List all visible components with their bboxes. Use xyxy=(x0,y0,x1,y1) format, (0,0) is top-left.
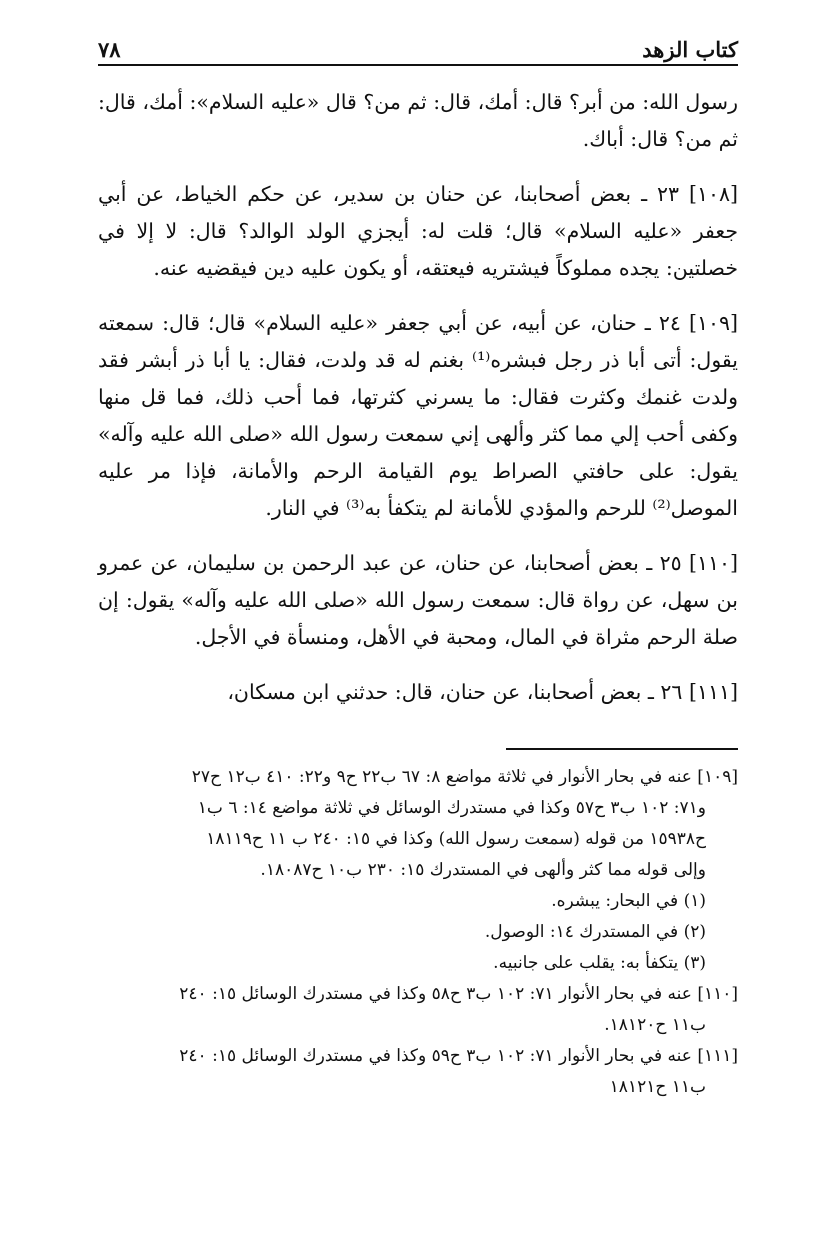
footnotes xyxy=(98,762,738,1103)
paragraph: [١٠٨] ٢٣ ـ بعض أصحابنا، عن حنان بن سدير، عن حكم الخياط، عن أبي جعفر «عليه السلام» قال؛ قلت له: أيجزي الولد الوالد؟ قال: لا إلا في خصلتين: يجده مملوكاً فيشتريه فيعتقه، أو يكون عليه دين فيقضيه عنه. xyxy=(98,182,738,280)
header-rule xyxy=(98,64,738,66)
footnote-3: (٣) يتكفأ به: يقلب على جانبيه. xyxy=(493,953,706,973)
footnote-line: [١٠٩] عنه في بحار الأنوار في ثلاثة مواضع ٨: ٦٧ ب٢٢ ح٩ و٢٢: ٤١٠ ب١٢ ح٢٧ xyxy=(191,767,738,787)
footnote-line: ح١٥٩٣٨ من قوله (سمعت رسول الله) وكذا في ١٥: ٢٤٠ ب ١١ ح١٨١١٩ xyxy=(206,829,706,849)
footnote-rule xyxy=(506,748,738,750)
running-header xyxy=(98,28,738,62)
paragraph: [١١١] ٢٦ ـ بعض أصحابنا، عن حنان، قال: حدثني ابن مسكان، xyxy=(227,680,738,704)
footnote-line: وإلى قوله مما كثر وألهى في المستدرك ١٥: ٢٣٠ ب١٠ ح١٨٠٨٧. xyxy=(260,860,706,880)
paragraph: رسول الله: من أبر؟ قال: أمك، قال: ثم من؟ قال «عليه السلام»: أمك، قال: ثم من؟ قال: أباك. xyxy=(98,90,738,151)
book-title: كتاب الزهد xyxy=(642,37,738,62)
footnote-1: (١) في البحار: يبشره. xyxy=(551,891,706,911)
footnote-line: [١١٠] عنه في بحار الأنوار ٧١: ١٠٢ ب٣ ح٥٨ وكذا في مستدرك الوسائل ١٥: ٢٤٠ xyxy=(179,984,738,1004)
footnote-line: ب١١ ح١٨١٢١ xyxy=(609,1077,706,1097)
footnote-line: و٧١: ١٠٢ ب٣ ح٥٧ وكذا في مستدرك الوسائل في ثلاثة مواضع ١٤: ٦ ب١ xyxy=(197,798,706,818)
paragraph: [١٠٩] ٢٤ ـ حنان، عن أبيه، عن أبي جعفر «عليه السلام» قال؛ قال: سمعته يقول: أتى أبا ذر رجل فبشره⁽¹⁾ بغنم له قد ولدت، فقال: يا أبا ذر أبشر فقد ولدت غنمك وكثرت فقال: ما يسرني كثرتها، فما أحب ذلك، فما قل منها وكفى أحب إلي مما كثر وألهى إني سمعت رسول الله «صلى الله عليه وآله» يقول: على حافتي الصراط يوم القيامة الرحم والأمانة، فإذا مر عليه الموصل⁽²⁾ للرحم والمؤدي للأمانة لم يتكفأ به⁽³⁾ في النار. xyxy=(98,311,738,520)
footnote-2: (٢) في المستدرك ١٤: الوصول. xyxy=(484,922,706,942)
main-text xyxy=(98,84,738,729)
paragraph: [١١٠] ٢٥ ـ بعض أصحابنا، عن حنان، عن عبد الرحمن بن سليمان، عن عمرو بن سهل، عن رواة قال: سمعت رسول الله «صلى الله عليه وآله» يقول: إن صلة الرحم مثراة في المال، ومحبة في الأهل، ومنسأة في الأجل. xyxy=(98,551,738,649)
footnote-line: [١١١] عنه في بحار الأنوار ٧١: ١٠٢ ب٣ ح٥٩ وكذا في مستدرك الوسائل ١٥: ٢٤٠ xyxy=(179,1046,738,1066)
page-number: ٧٨ xyxy=(98,37,121,62)
footnote-line: ب١١ ح١٨١٢٠. xyxy=(604,1015,706,1035)
